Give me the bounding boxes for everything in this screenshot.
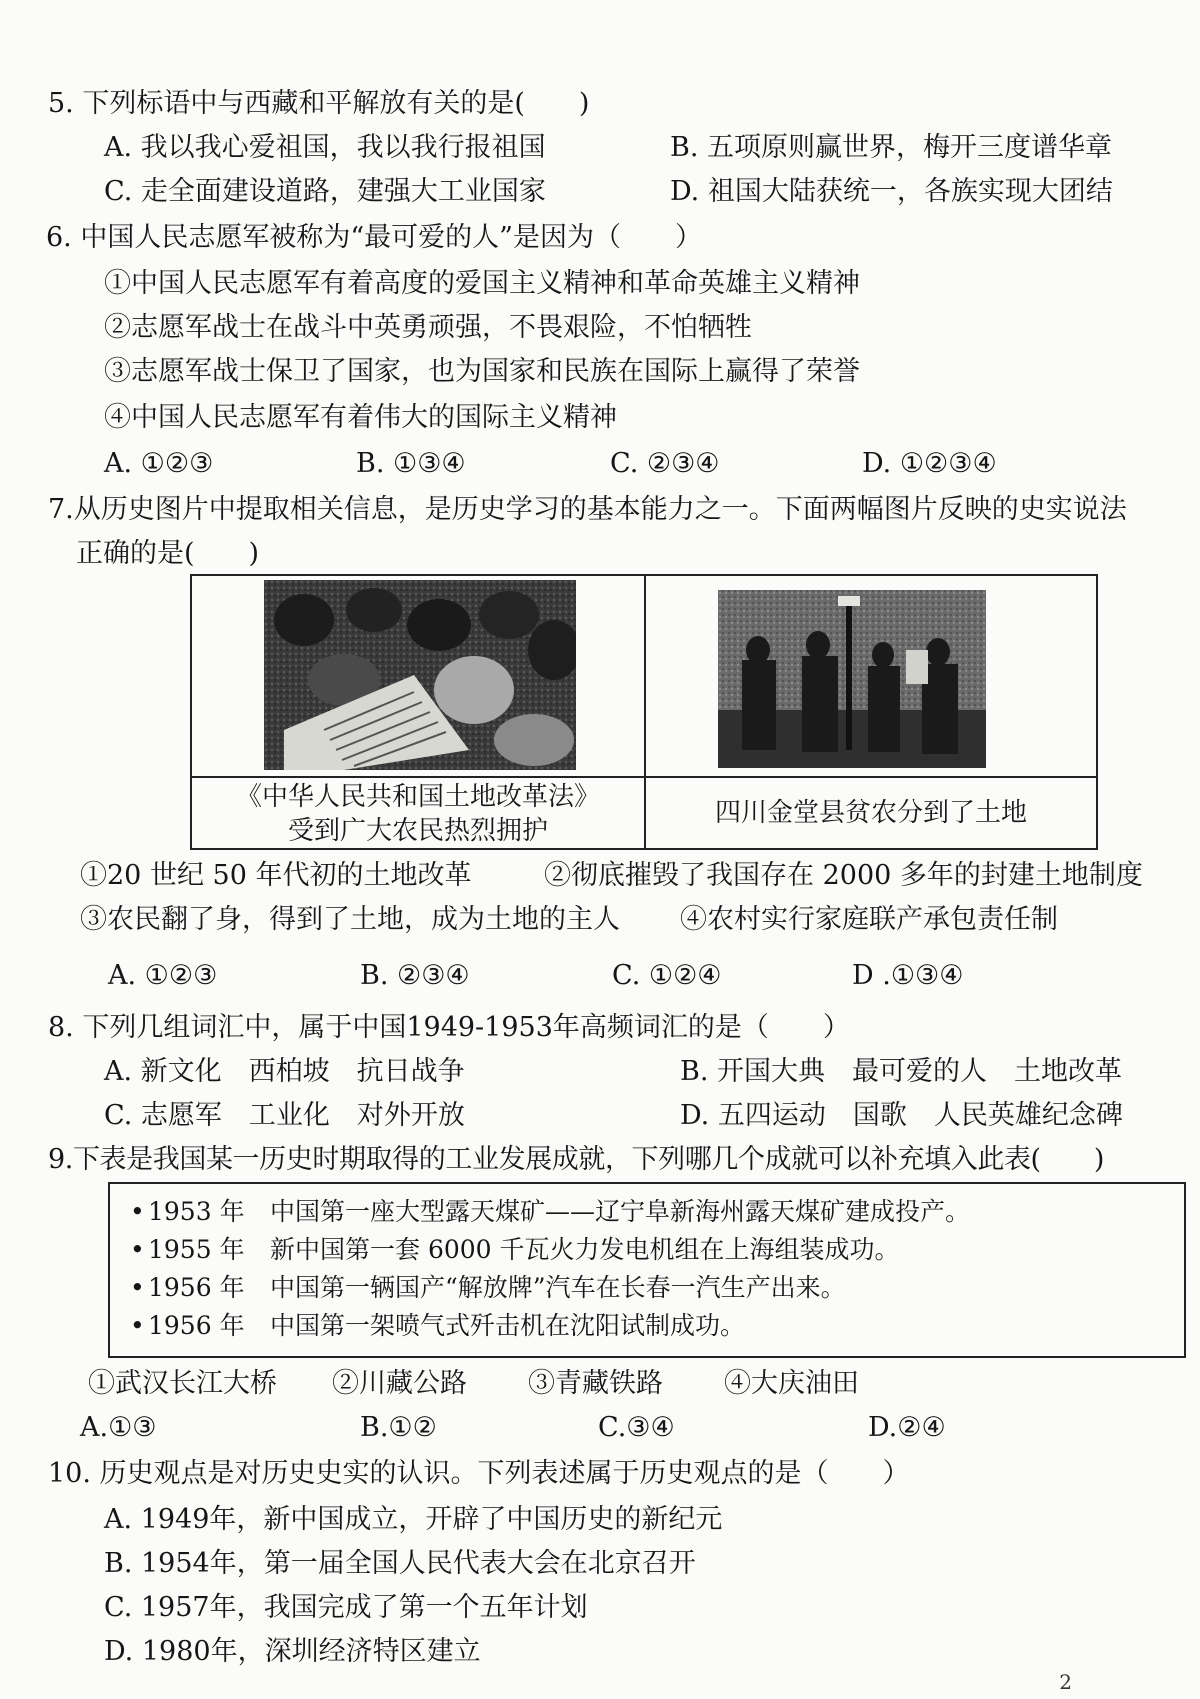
q5-stem: 5. 下列标语中与西藏和平解放有关的是( ) bbox=[48, 88, 590, 119]
peasants-land-photo bbox=[718, 590, 986, 768]
q10-option-a: A. 1949年，新中国成立，开辟了中国历史的新纪元 bbox=[104, 1504, 723, 1535]
q6-statement-4: ④中国人民志愿军有着伟大的国际主义精神 bbox=[104, 402, 617, 433]
q6-statement-1: ①中国人民志愿军有着高度的爱国主义精神和革命英雄主义精神 bbox=[104, 268, 860, 299]
q8-option-c: C. 志愿军 工业化 对外开放 bbox=[104, 1100, 465, 1131]
q9-achievement-box bbox=[108, 1182, 1186, 1358]
q6-option-d: D. ①②③④ bbox=[862, 448, 997, 479]
q7-statement-2: ②彻底摧毁了我国存在 2000 多年的封建土地制度 bbox=[544, 860, 1143, 891]
q9-statement-4: ④大庆油田 bbox=[724, 1368, 859, 1399]
q8-option-d: D. 五四运动 国歌 人民英雄纪念碑 bbox=[680, 1100, 1123, 1131]
q8-option-b: B. 开国大典 最可爱的人 土地改革 bbox=[680, 1056, 1123, 1087]
achievement-row bbox=[130, 1270, 846, 1306]
q7-option-c: C. ①②④ bbox=[612, 960, 722, 991]
q9-option-c: C.③④ bbox=[598, 1412, 675, 1443]
q6-statement-2: ②志愿军战士在战斗中英勇顽强，不畏艰险，不怕牺牲 bbox=[104, 312, 752, 343]
q5-option-d: D. 祖国大陆获统一，各族实现大团结 bbox=[670, 176, 1113, 207]
bullet: • bbox=[130, 1235, 145, 1264]
q9-statement-2: ②川藏公路 bbox=[332, 1368, 467, 1399]
page-number: 2 bbox=[1059, 1670, 1072, 1694]
q9-option-a: A.①③ bbox=[80, 1412, 157, 1443]
q8-option-a: A. 新文化 西柏坡 抗日战争 bbox=[104, 1056, 465, 1087]
q10-option-c: C. 1957年，我国完成了第一个五年计划 bbox=[104, 1592, 588, 1623]
q7-statement-1: ①20 世纪 50 年代初的土地改革 bbox=[80, 860, 472, 891]
achievement-text: 中国第一座大型露天煤矿——辽宁阜新海州露天煤矿建成投产。 bbox=[270, 1197, 971, 1226]
bullet: • bbox=[130, 1197, 145, 1226]
q7-option-a: A. ①②③ bbox=[108, 960, 218, 991]
q7-stem-line2: 正确的是( ) bbox=[76, 538, 260, 569]
achievement-row bbox=[130, 1232, 900, 1268]
q7-statement-4: ④农村实行家庭联产承包责任制 bbox=[680, 904, 1058, 935]
q7-image-table bbox=[190, 574, 1098, 850]
q8-stem: 8. 下列几组词汇中，属于中国1949-1953年高频词汇的是（ ） bbox=[48, 1012, 850, 1043]
achievement-text: 中国第一辆国产“解放牌”汽车在长春一汽生产出来。 bbox=[270, 1273, 846, 1302]
q7-stem-line1: 7.从历史图片中提取相关信息，是历史学习的基本能力之一。下面两幅图片反映的史实说法 bbox=[48, 494, 1127, 525]
achievement-year: 1956 年 bbox=[148, 1273, 245, 1302]
q10-option-b: B. 1954年，第一届全国人民代表大会在北京召开 bbox=[104, 1548, 696, 1579]
bullet: • bbox=[130, 1311, 145, 1340]
q10-option-d: D. 1980年，深圳经济特区建立 bbox=[104, 1636, 481, 1667]
q7-option-b: B. ②③④ bbox=[360, 960, 470, 991]
achievement-year: 1956 年 bbox=[148, 1311, 245, 1340]
achievement-text: 中国第一架喷气式歼击机在沈阳试制成功。 bbox=[270, 1311, 746, 1340]
q9-statement-3: ③青藏铁路 bbox=[528, 1368, 663, 1399]
achievement-year: 1953 年 bbox=[148, 1197, 245, 1226]
q6-option-c: C. ②③④ bbox=[610, 448, 720, 479]
achievement-year: 1955 年 bbox=[148, 1235, 245, 1264]
q5-option-b: B. 五项原则赢世界，梅开三度谱华章 bbox=[670, 132, 1113, 163]
q5-option-a: A. 我以我心爱祖国，我以我行报祖国 bbox=[104, 132, 546, 163]
q9-stem: 9.下表是我国某一历史时期取得的工业发展成就，下列哪几个成就可以补充填入此表( ) bbox=[48, 1144, 1105, 1175]
q10-stem: 10. 历史观点是对历史史实的认识。下列表述属于历史观点的是（ ） bbox=[48, 1458, 910, 1489]
q9-option-d: D.②④ bbox=[868, 1412, 946, 1443]
achievement-row bbox=[130, 1308, 745, 1344]
achievement-text: 新中国第一套 6000 千瓦火力发电机组在上海组装成功。 bbox=[270, 1235, 900, 1264]
caption-left-line2: 受到广大农民热烈拥护 bbox=[287, 816, 548, 846]
land-reform-law-photo bbox=[264, 580, 576, 770]
q6-option-b: B. ①③④ bbox=[356, 448, 466, 479]
q9-option-b: B.①② bbox=[360, 1412, 437, 1443]
q9-statement-1: ①武汉长江大桥 bbox=[88, 1368, 277, 1399]
q7-option-d: D .①③④ bbox=[852, 960, 964, 991]
achievement-row bbox=[130, 1194, 970, 1230]
caption-right: 四川金堂县贫农分到了土地 bbox=[714, 798, 1027, 828]
q6-stem: 6. 中国人民志愿军被称为“最可爱的人”是因为（ ） bbox=[46, 222, 702, 253]
bullet: • bbox=[130, 1273, 145, 1302]
caption-left-line1: 《中华人民共和国土地改革法》 bbox=[235, 782, 600, 812]
q7-statement-3: ③农民翻了身，得到了土地，成为土地的主人 bbox=[80, 904, 620, 935]
q5-option-c: C. 走全面建设道路，建强大工业国家 bbox=[104, 176, 546, 207]
table-divider bbox=[192, 776, 1096, 778]
q6-statement-3: ③志愿军战士保卫了国家，也为国家和民族在国际上赢得了荣誉 bbox=[104, 356, 860, 387]
q6-option-a: A. ①②③ bbox=[104, 448, 214, 479]
